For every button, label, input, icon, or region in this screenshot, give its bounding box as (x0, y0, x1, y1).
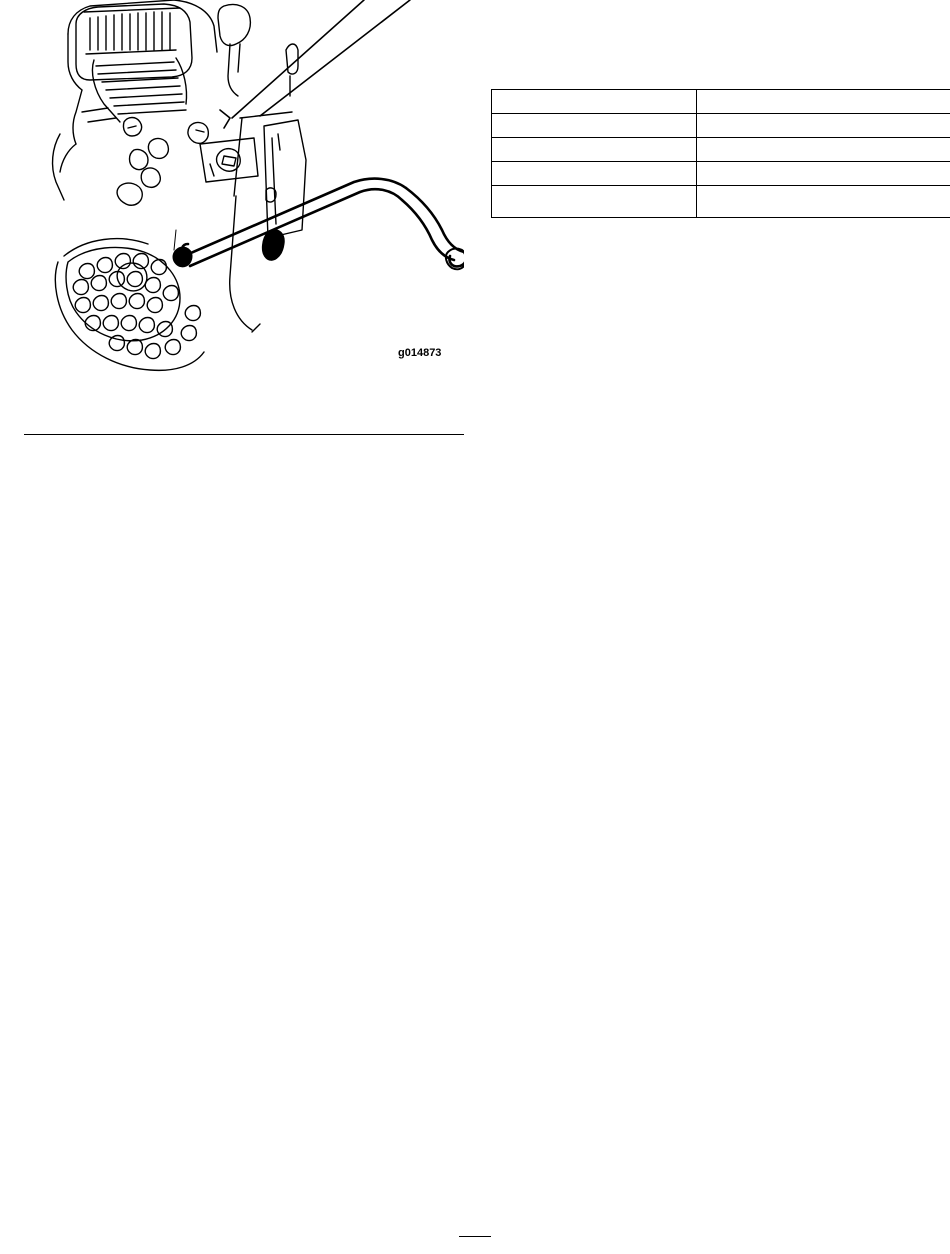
table-cell (697, 186, 950, 218)
table-cell (697, 162, 950, 186)
table-cell (492, 114, 697, 138)
footer-divider (459, 1236, 491, 1237)
table-row (492, 162, 950, 186)
table-cell (492, 90, 697, 114)
figure-block (24, 0, 464, 400)
figure-id-label: g014873 (398, 347, 442, 359)
table-cell (492, 162, 697, 186)
table-row (492, 138, 950, 162)
page-footer (0, 1228, 950, 1248)
specification-table (491, 89, 950, 218)
tiller-line-drawing (24, 0, 464, 400)
section-divider (24, 434, 464, 435)
table-cell (697, 138, 950, 162)
table-cell (492, 138, 697, 162)
table-cell (492, 186, 697, 218)
table-cell (697, 114, 950, 138)
table-row (492, 186, 950, 218)
table-cell (697, 90, 950, 114)
table-row (492, 114, 950, 138)
table-row (492, 90, 950, 114)
